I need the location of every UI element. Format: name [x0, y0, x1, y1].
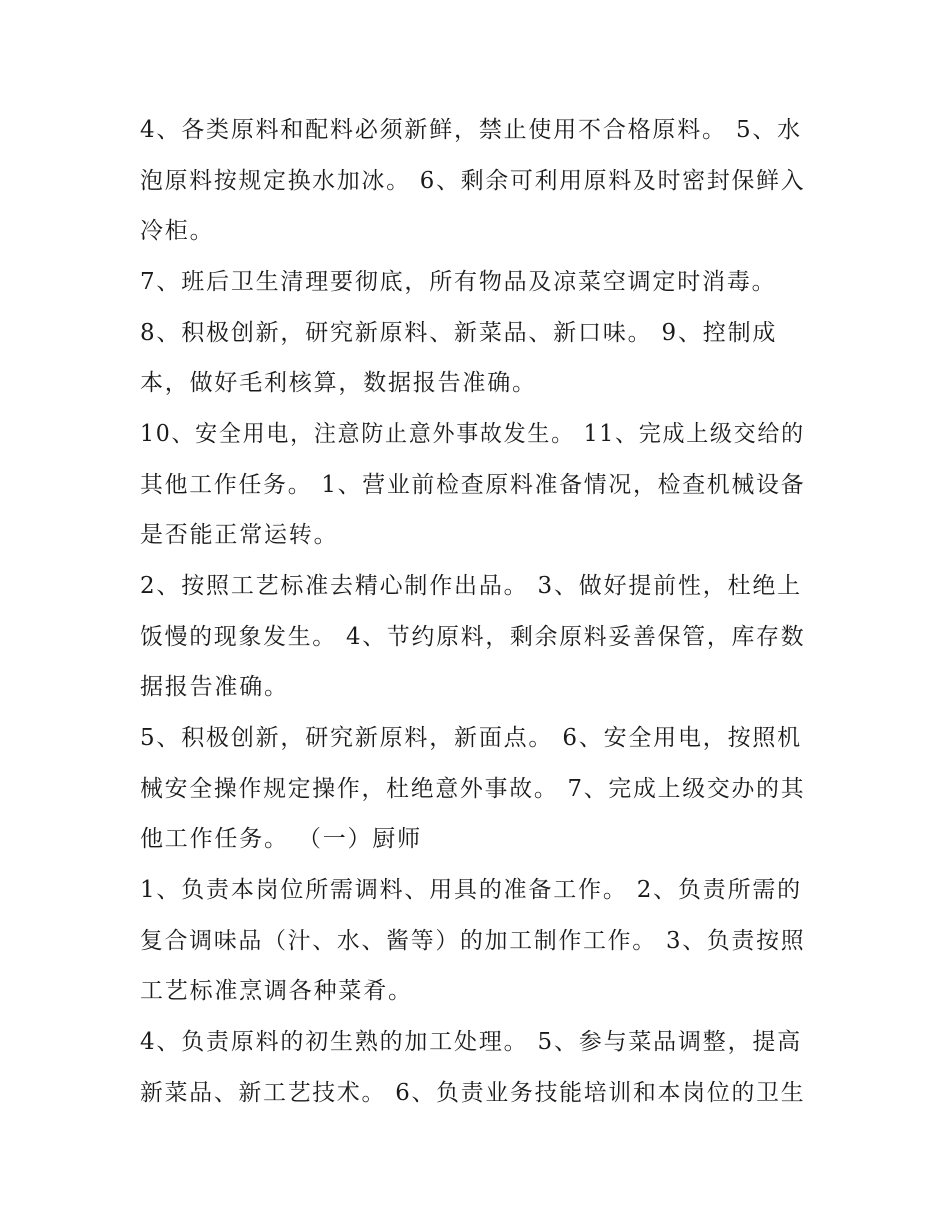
text-line: 据报告准确。 [140, 674, 289, 700]
text-line: 饭慢的现象发生。 4、节约原料，剩余原料妥善保管，库存数 [140, 624, 806, 650]
text-line: 5、积极创新，研究新原料，新面点。 6、安全用电，按照机 [140, 725, 802, 751]
text-line: 是否能正常运转。 [140, 522, 339, 548]
text-line: 他工作任务。 （一）厨师 [140, 826, 422, 852]
text-line: 4、负责原料的初生熟的加工处理。 5、参与菜品调整，提高 [140, 1029, 802, 1055]
text-line: 10、安全用电，注意防止意外事故发生。 11、完成上级交给的 [140, 421, 805, 447]
text-line: 泡原料按规定换水加冰。 6、剩余可利用原料及时密封保鲜入 [140, 168, 806, 194]
text-line: 其他工作任务。 1、营业前检查原料准备情况，检查机械设备 [140, 472, 806, 498]
text-line: 冷柜。 [140, 218, 215, 244]
text-line: 本，做好毛利核算，数据报告准确。 [140, 370, 537, 396]
text-line: 7、班后卫生清理要彻底，所有物品及凉菜空调定时消毒。 [140, 269, 777, 295]
text-line: 械安全操作规定操作，杜绝意外事故。 7、完成上级交办的其 [140, 776, 806, 802]
text-line: 复合调味品（汁、水、酱等）的加工制作工作。 3、负责按照 [140, 928, 806, 954]
text-line: 新菜品、新工艺技术。 6、负责业务技能培训和本岗位的卫生 [140, 1080, 806, 1106]
text-line: 4、各类原料和配料必须新鲜，禁止使用不合格原料。 5、水 [140, 117, 802, 143]
text-line: 工艺标准烹调各种菜肴。 [140, 978, 413, 1004]
text-line: 8、积极创新，研究新原料、新菜品、新口味。 9、控制成 [140, 320, 778, 346]
text-line: 1、负责本岗位所需调料、用具的准备工作。 2、负责所需的 [140, 877, 802, 903]
text-line: 2、按照工艺标准去精心制作出品。 3、做好提前性，杜绝上 [140, 573, 802, 599]
